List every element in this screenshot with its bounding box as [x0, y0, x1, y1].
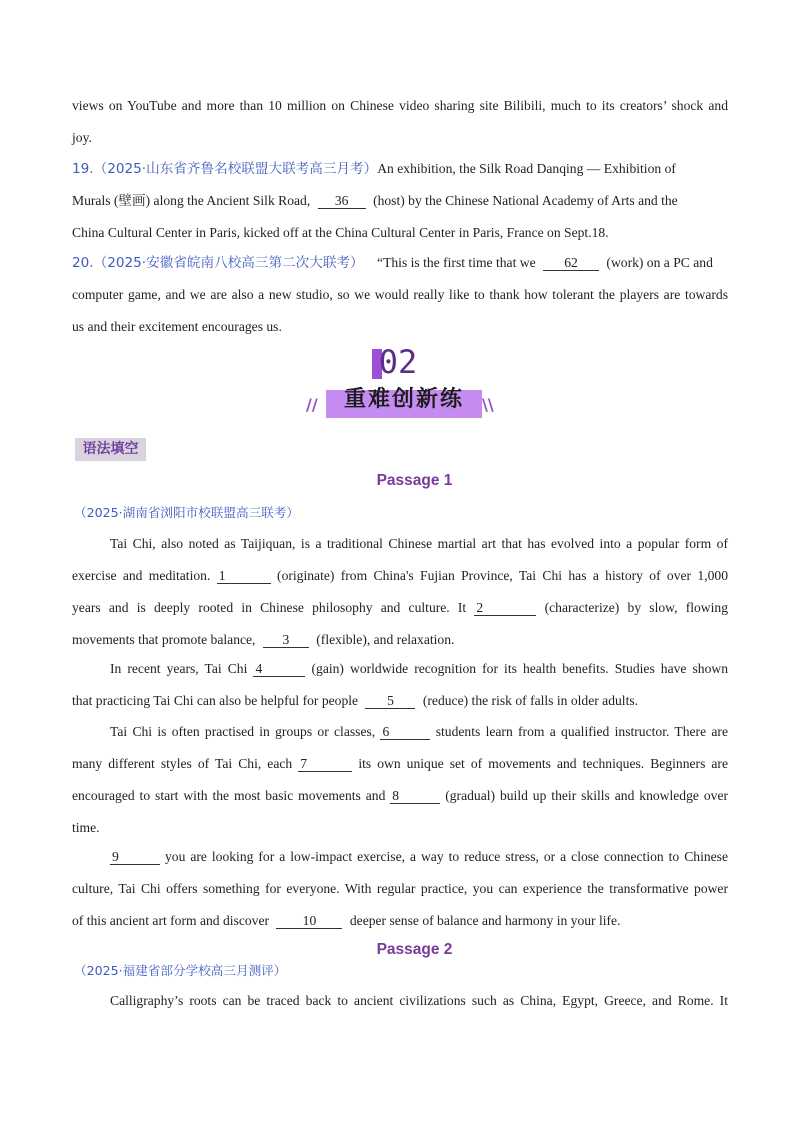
passage-line [72, 567, 728, 585]
answer-blank[interactable]: 6 [380, 725, 430, 740]
question-20-line: us and their excitement encourages us. [72, 319, 282, 334]
question-text: An exhibition, the Silk Road Danqing — Exhibition of [377, 161, 676, 176]
passage-line [72, 692, 728, 710]
passage-text: years and is deeply rooted in Chinese philosophy and culture. It [72, 600, 467, 615]
passage-line [72, 848, 728, 866]
banner-number: 02 [378, 343, 418, 381]
passage-text: that practicing Tai Chi can also be helpful for people [72, 693, 359, 708]
answer-blank[interactable]: 1 [217, 569, 271, 584]
passage-text: deeper sense of balance and harmony in your life. [349, 913, 621, 928]
passage-text: (flexible), and relaxation. [316, 632, 455, 647]
question-19-line: China Cultural Center in Paris, kicked off at the China Cultural Center in Paris, France on Sept.18. [72, 225, 609, 240]
passage-line [72, 599, 728, 617]
answer-blank[interactable]: 9 [110, 850, 160, 865]
passage-text: of this ancient art form and discover [72, 913, 270, 928]
q18-text-line: views on YouTube and more than 10 million on Chinese video sharing site Bilibili, much to its creators’ shock and [72, 98, 728, 113]
passage-text: (gain) worldwide recognition for its health benefits. Studies have shown [311, 661, 728, 676]
answer-blank[interactable]: 10 [276, 914, 342, 929]
passage-line: time. [72, 820, 100, 835]
passage-2-title: Passage 2 [376, 941, 453, 958]
passage-text: students learn from a qualified instructor. There are [435, 724, 728, 739]
answer-blank[interactable]: 8 [390, 789, 440, 804]
passage-1-title: Passage 1 [376, 472, 453, 489]
passage-text: (characterize) by slow, flowing [544, 600, 728, 615]
question-text: “This is the first time that we [377, 255, 536, 270]
answer-blank[interactable]: 62 [543, 256, 599, 271]
question-text: (host) by the Chinese National Academy of Arts and the [373, 193, 678, 208]
question-text: Murals (壁画) along the Ancient Silk Road, [72, 193, 311, 208]
banner-right-mark: \\ [482, 395, 494, 414]
answer-blank[interactable]: 5 [365, 694, 415, 709]
answer-blank[interactable]: 2 [474, 601, 536, 616]
passage-line [72, 723, 728, 741]
passage-text: Tai Chi is often practised in groups or classes, [110, 724, 376, 739]
banner-left-mark: // [306, 395, 318, 414]
answer-blank[interactable]: 3 [263, 633, 309, 648]
question-19 [72, 160, 728, 178]
passage-line [72, 755, 728, 773]
passage-line: Tai Chi, also noted as Taijiquan, is a traditional Chinese martial art that has evolved into a popular form of [110, 536, 728, 551]
passage-text: movements that promote balance, [72, 632, 256, 647]
passage-line: Calligraphy’s roots can be traced back to ancient civilizations such as China, Egypt, Greece, and Rome. It [110, 993, 728, 1008]
section-tag: 语法填空 [75, 438, 146, 461]
question-source: 19.（2025·山东省齐鲁名校联盟大联考高三月考） [72, 161, 378, 177]
question-20-line: computer game, and we are also a new studio, so we would really like to thank how tolerant the players are towards [72, 287, 728, 302]
question-19-line [72, 192, 728, 210]
answer-blank[interactable]: 36 [318, 194, 366, 209]
passage-text: you are looking for a low-impact exercise, a way to reduce stress, or a close connection to Chinese [164, 849, 728, 864]
passage-1-source: （2025·湖南省浏阳市校联盟高三联考） [74, 505, 299, 520]
answer-blank[interactable]: 7 [298, 757, 352, 772]
question-source: 20.（2025·安徽省皖南八校高三第二次大联考） [72, 255, 364, 271]
passage-line [72, 631, 728, 649]
passage-text: (originate) from China's Fujian Province, Tai Chi has a history of over 1,000 [277, 568, 728, 583]
banner-title: 重难创新练 [343, 387, 464, 412]
passage-text: (reduce) the risk of falls in older adults. [422, 693, 639, 708]
answer-blank[interactable]: 4 [253, 662, 305, 677]
passage-line [72, 787, 728, 805]
passage-text: its own unique set of movements and techniques. Beginners are [358, 756, 728, 771]
passage-text: encouraged to start with the most basic movements and [72, 788, 386, 803]
passage-line [72, 912, 728, 930]
passage-line: culture, Tai Chi offers something for everyone. With regular practice, you can experience the transformative power [72, 881, 728, 896]
q18-text-line: joy. [72, 130, 92, 145]
passage-text: In recent years, Tai Chi [110, 661, 248, 676]
passage-text: exercise and meditation. [72, 568, 211, 583]
passage-2-source: （2025·福建省部分学校高三月测评） [74, 963, 287, 978]
passage-text: (gradual) build up their skills and knowledge over [445, 788, 729, 803]
question-text: (work) on a PC and [606, 255, 713, 270]
passage-line [72, 660, 728, 678]
section-banner [298, 345, 508, 423]
passage-text: many different styles of Tai Chi, each [72, 756, 293, 771]
question-20 [72, 254, 728, 272]
